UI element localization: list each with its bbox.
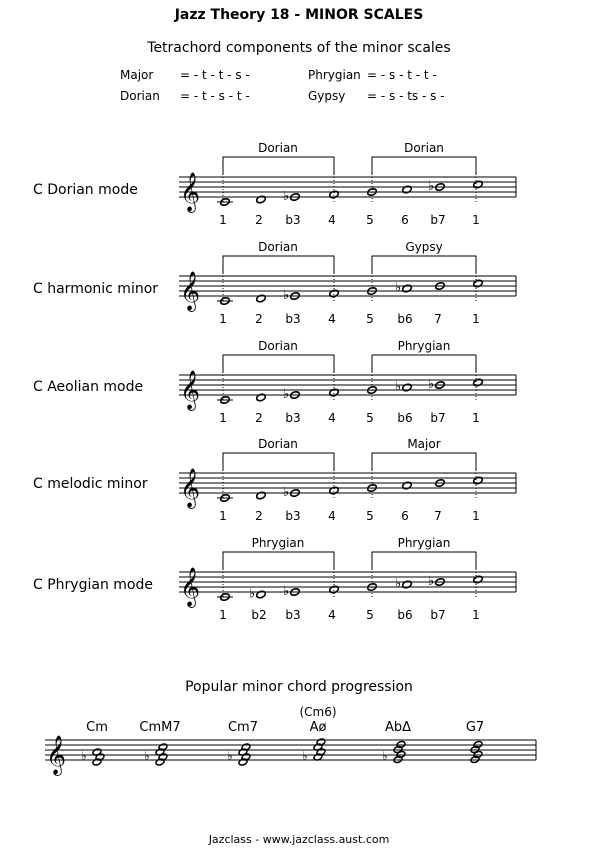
chord-symbol: G7 xyxy=(465,720,485,735)
scale-degree: b3 xyxy=(285,411,301,425)
scale-degree: 4 xyxy=(328,608,336,622)
whole-note xyxy=(473,180,484,189)
whole-note xyxy=(473,279,484,288)
tetrachord-pattern: = - t - t - s - xyxy=(180,68,250,82)
whole-note xyxy=(256,294,267,303)
whole-note xyxy=(329,486,340,495)
treble-clef-icon: 𝄞 xyxy=(180,370,201,410)
flat-icon: ♭ xyxy=(302,749,308,763)
tetrachord-label: Dorian xyxy=(404,141,444,155)
tetrachord-label: Dorian xyxy=(258,141,298,155)
chord-symbol: Aø xyxy=(309,720,327,735)
scale-label: C Phrygian mode xyxy=(33,577,153,593)
scale-degree: 5 xyxy=(366,411,374,425)
scale-degree: b6 xyxy=(397,312,413,326)
whole-note xyxy=(473,378,484,387)
flat-icon: ♭ xyxy=(227,749,233,763)
scale-degree: 5 xyxy=(366,213,374,227)
flat-icon: ♭ xyxy=(428,377,435,392)
tetrachord-name: Dorian xyxy=(120,89,160,103)
scale-degree: 1 xyxy=(219,411,227,425)
scale-degree: 6 xyxy=(401,509,409,523)
flat-icon: ♭ xyxy=(81,749,87,763)
scale-degree: b3 xyxy=(285,312,301,326)
treble-clef-icon: 𝄞 xyxy=(180,271,201,311)
tetrachord-name: Major xyxy=(120,68,154,82)
whole-note xyxy=(329,289,340,298)
tetrachord-bracket xyxy=(372,157,476,175)
treble-clef-icon: 𝄞 xyxy=(180,567,201,607)
tetrachord-bracket xyxy=(372,453,476,471)
scale-degree: b7 xyxy=(430,213,446,227)
flat-icon: ♭ xyxy=(395,280,402,296)
tetrachord-label: Dorian xyxy=(258,437,298,451)
scale-degree: 4 xyxy=(328,312,336,326)
whole-note xyxy=(402,580,413,589)
scale-degree: b3 xyxy=(285,509,301,523)
tetrachord-name: Gypsy xyxy=(308,89,346,103)
whole-note xyxy=(402,185,413,194)
flat-icon: ♭ xyxy=(382,749,388,763)
flat-icon: ♭ xyxy=(428,179,435,194)
whole-note xyxy=(256,393,267,402)
scale-degree: b6 xyxy=(397,411,413,425)
scale-degree: 5 xyxy=(366,509,374,523)
tetrachord-bracket xyxy=(223,157,334,175)
scale-degree: b7 xyxy=(430,411,446,425)
flat-icon: ♭ xyxy=(428,574,435,589)
scale-degree: 4 xyxy=(328,411,336,425)
treble-clef-icon: 𝄞 xyxy=(180,468,201,508)
scale-degree: b7 xyxy=(430,608,446,622)
flat-icon: ♭ xyxy=(283,189,290,204)
whole-note xyxy=(256,491,267,500)
scale-degree: 7 xyxy=(434,312,442,326)
scale-label: C Aeolian mode xyxy=(33,379,144,395)
page-title: Jazz Theory 18 - MINOR SCALES xyxy=(174,7,424,23)
scale-degree: 1 xyxy=(472,509,480,523)
scale-degree: b3 xyxy=(285,608,301,622)
tetrachord-bracket xyxy=(223,256,334,274)
flat-icon: ♭ xyxy=(249,586,256,602)
scale-degree: 1 xyxy=(219,213,227,227)
tetrachord-pattern: = - s - ts - s - xyxy=(367,89,445,103)
scale-degree: 2 xyxy=(255,509,263,523)
scale-degree: b2 xyxy=(251,608,267,622)
tetrachord-label: Phrygian xyxy=(397,536,451,550)
scale-label: C Dorian mode xyxy=(33,182,138,198)
tetrachord-bracket xyxy=(223,552,334,570)
flat-icon: ♭ xyxy=(283,485,290,500)
tetrachord-label: Phrygian xyxy=(397,339,451,353)
scale-degree: 1 xyxy=(472,411,480,425)
whole-note xyxy=(256,590,267,599)
progression-title: Popular minor chord progression xyxy=(185,679,413,695)
scale-degree: 5 xyxy=(366,312,374,326)
chord-symbol: Cm xyxy=(86,720,108,735)
tetrachord-label: Phrygian xyxy=(251,536,305,550)
flat-icon: ♭ xyxy=(283,584,290,599)
tetrachord-bracket xyxy=(372,355,476,373)
whole-note xyxy=(329,388,340,397)
whole-note xyxy=(329,585,340,594)
tetrachord-bracket xyxy=(223,355,334,373)
chord-symbol: Cm7 xyxy=(227,720,259,735)
scale-degree: 1 xyxy=(472,312,480,326)
scale-degree: 6 xyxy=(401,213,409,227)
scale-degree: 4 xyxy=(328,213,336,227)
flat-icon: ♭ xyxy=(283,288,290,303)
whole-note xyxy=(402,284,413,293)
treble-clef-icon: 𝄞 xyxy=(180,172,201,212)
scale-degree: 2 xyxy=(255,312,263,326)
chord-symbol: AbΔ xyxy=(384,720,412,735)
scale-degree: 1 xyxy=(219,608,227,622)
scale-degree: b3 xyxy=(285,213,301,227)
chord-symbol: CmM7 xyxy=(139,720,181,735)
whole-note xyxy=(473,476,484,485)
scale-degree: 1 xyxy=(472,213,480,227)
scale-degree: b6 xyxy=(397,608,413,622)
scale-degree: 4 xyxy=(328,509,336,523)
whole-note xyxy=(402,383,413,392)
tetrachord-bracket xyxy=(372,256,476,274)
whole-note xyxy=(473,575,484,584)
scale-degree: 7 xyxy=(434,509,442,523)
tetrachord-bracket xyxy=(372,552,476,570)
chord-alt-symbol: (Cm6) xyxy=(299,705,337,719)
flat-icon: ♭ xyxy=(395,576,402,592)
scale-degree: 2 xyxy=(255,213,263,227)
scale-label: C melodic minor xyxy=(33,476,148,492)
footer-credit: Jazclass - www.jazclass.aust.com xyxy=(208,833,390,846)
flat-icon: ♭ xyxy=(395,379,402,395)
treble-clef-icon: 𝄞 xyxy=(46,735,67,775)
whole-note xyxy=(402,481,413,490)
scale-degree: 1 xyxy=(472,608,480,622)
tetrachord-pattern: = - t - s - t - xyxy=(180,89,250,103)
flat-icon: ♭ xyxy=(283,387,290,402)
scale-degree: 1 xyxy=(219,509,227,523)
tetrachord-name: Phrygian xyxy=(308,68,361,82)
tetrachord-label: Dorian xyxy=(258,339,298,353)
scale-degree: 2 xyxy=(255,411,263,425)
tetrachord-bracket xyxy=(223,453,334,471)
whole-note xyxy=(329,190,340,199)
tetrachord-label: Gypsy xyxy=(405,240,443,254)
flat-icon: ♭ xyxy=(144,749,150,763)
whole-note xyxy=(256,195,267,204)
scale-degree: 1 xyxy=(219,312,227,326)
scale-label: C harmonic minor xyxy=(33,281,159,297)
tetrachord-pattern: = - s - t - t - xyxy=(367,68,437,82)
page-subtitle: Tetrachord components of the minor scales xyxy=(147,40,451,56)
scale-degree: 5 xyxy=(366,608,374,622)
tetrachord-label: Dorian xyxy=(258,240,298,254)
tetrachord-label: Major xyxy=(407,437,441,451)
